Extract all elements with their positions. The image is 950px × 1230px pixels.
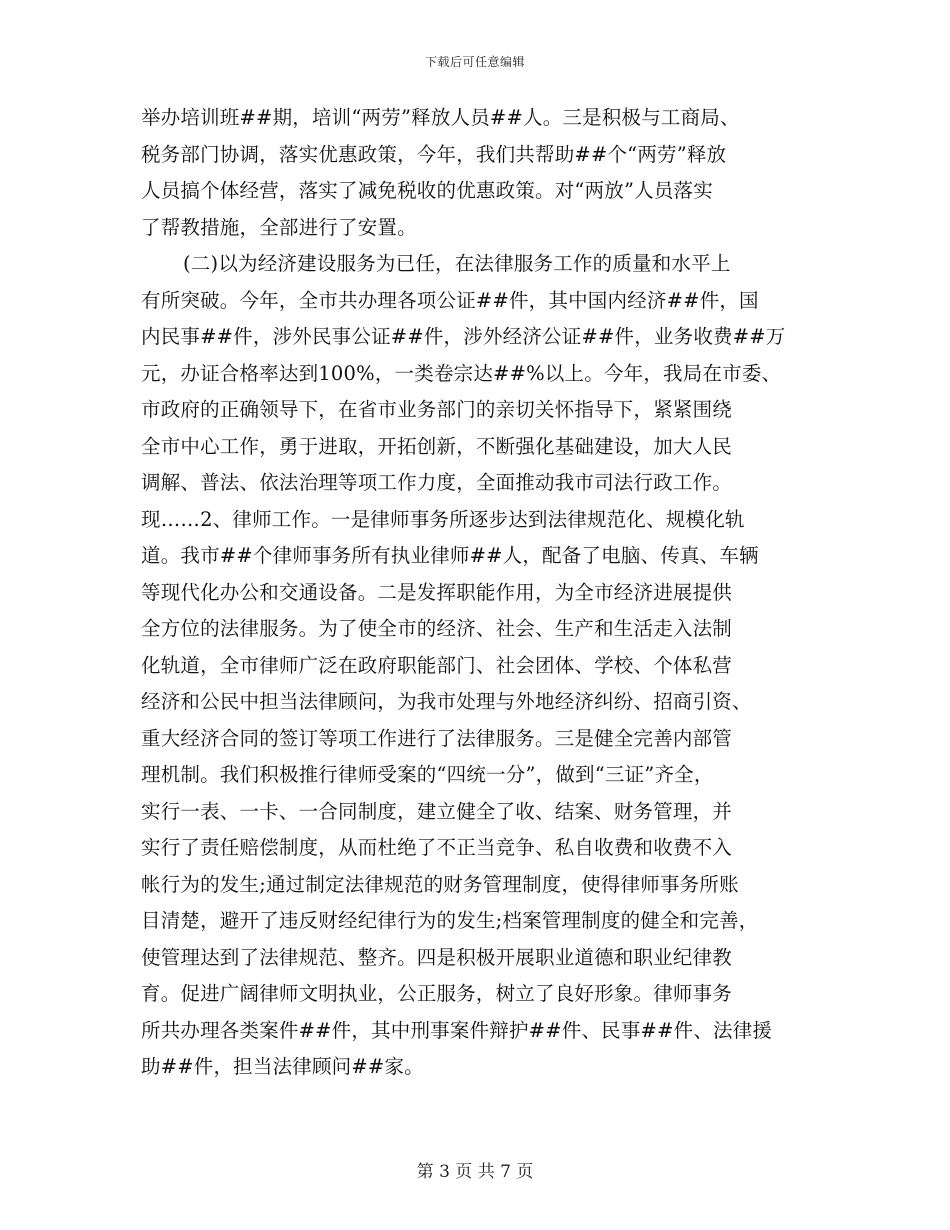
- text-line: 内民事##件，涉外民事公证##件，涉外经济公证##件，业务收费##万: [141, 325, 786, 348]
- text-line: 现……2、律师工作。一是律师事务所逐步达到法律规范化、规模化轨: [141, 507, 745, 531]
- paragraph-start-line: (二)以为经济建设服务为已任，在法律服务工作的质量和水平上: [183, 252, 731, 275]
- text-line: 育。促进广阔律师文明执业，公正服务，树立了良好形象。律师事务: [141, 982, 733, 1005]
- text-line: 元，办证合格率达到100%，一类卷宗达##%以上。今年，我局在市委、: [141, 361, 782, 385]
- text-line: 重大经济合同的签订等项工作进行了法律服务。三是健全完善内部管: [141, 726, 733, 750]
- page-header-note: 下载后可任意编辑: [424, 55, 525, 69]
- document-body: [141, 100, 821, 1086]
- text-line: 道。我市##个律师事务所有执业律师##人，配备了电脑、传真、车辆: [141, 544, 759, 567]
- text-line: 实行了责任赔偿制度，从而杜绝了不正当竞争、私自收费和收费不入: [141, 836, 733, 859]
- text-line: 有所突破。今年，全市共办理各项公证##件，其中国内经济##件，国: [141, 288, 759, 312]
- text-line: 等现代化办公和交通设备。二是发挥职能作用，为全市经济进展提供: [141, 580, 733, 604]
- text-line: 所共办理各类案件##件，其中刑事案件辩护##件、民事##件、法律援: [141, 1018, 773, 1042]
- page-number-footer: 第 3 页 共 7 页: [416, 1162, 534, 1182]
- text-line: 人员搞个体经营，落实了减免税收的优惠政策。对“两放”人员落实: [141, 179, 713, 202]
- text-line: 经济和公民中担当法律顾问，为我市处理与外地经济纠纷、招商引资、: [141, 690, 752, 713]
- text-line: 理机制。我们积极推行律师受案的“四统一分”，做到“三证”齐全，: [141, 763, 714, 786]
- text-line: 化轨道，全市律师广泛在政府职能部门、社会团体、学校、个体私营: [141, 653, 733, 677]
- text-line: 助##件，担当法律顾问##家。: [141, 1055, 424, 1078]
- text-line: 调解、普法、依法治理等项工作力度，全面推动我市司法行政工作。: [141, 471, 733, 494]
- text-line: 举办培训班##期，培训“两劳”释放人员##人。三是积极与工商局、: [141, 106, 740, 129]
- text-line: 目清楚，避开了违反财经纪律行为的发生;档案管理制度的健全和完善，: [141, 909, 759, 932]
- text-line: 使管理达到了法律规范、整齐。四是积极开展职业道德和职业纪律教: [141, 945, 733, 969]
- text-line: 市政府的正确领导下，在省市业务部门的亲切关怀指导下，紧紧围绕: [141, 398, 733, 421]
- text-line: 了帮教措施，全部进行了安置。: [141, 215, 417, 239]
- text-line: 全方位的法律服务。为了使全市的经济、社会、生产和生活走入法制: [141, 617, 733, 640]
- text-line: 税务部门协调，落实优惠政策，今年，我们共帮助##个“两劳”释放: [141, 142, 727, 166]
- text-line: 全市中心工作，勇于进取，开拓创新，不断强化基础建设，加大人民: [141, 434, 733, 458]
- text-line: 帐行为的发生;通过制定法律规范的财务管理制度，使得律师事务所账: [141, 872, 739, 896]
- text-line: 实行一表、一卡、一合同制度，建立健全了收、结案、财务管理，并: [141, 799, 733, 823]
